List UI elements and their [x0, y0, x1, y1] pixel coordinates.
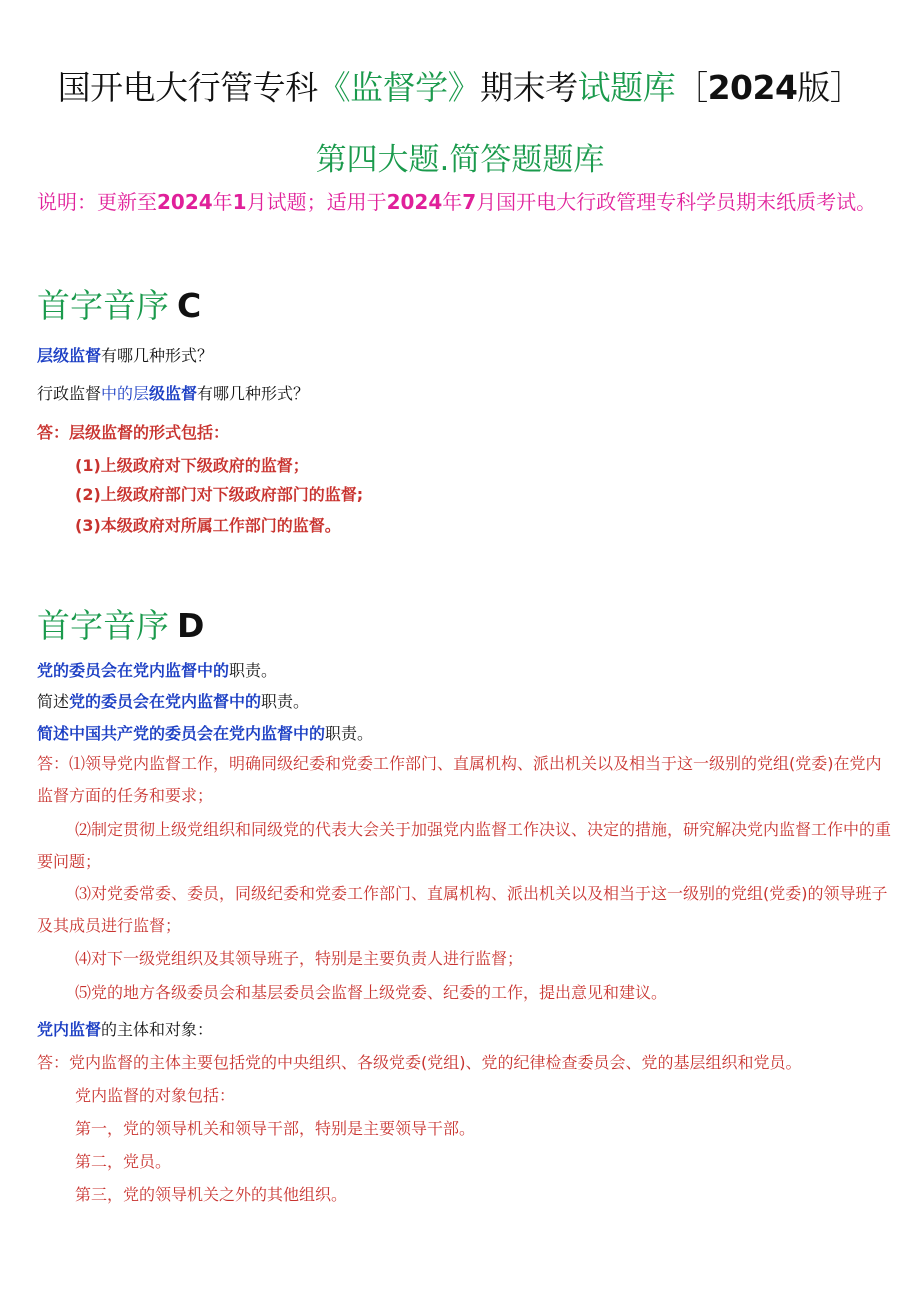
answer-d-object-item: 第三，党的领导机关之外的其他组织。	[75, 1185, 348, 1204]
answer-d-item: ⑶对党委常委、委员，同级纪委和党委工作部门、直属机构、派出机关以及相当于这一级别的党组(党委)的领导班子及其成员进行监督；	[37, 884, 888, 935]
answer-d-subject: 答：党内监督的主体主要包括党的中央组织、各级党委(党组)、党的纪律检查委员会、党的基层组织和党员。	[37, 1053, 802, 1072]
answer-d-item: 答：⑴领导党内监督工作，明确同级纪委和党委工作部门、直属机构、派出机关以及相当于这一级别的党组(党委)在党内监督方面的任务和要求；	[37, 754, 882, 805]
description-note: 说明：更新至2024年1月试题；适用于2024年7月国开电大行政管理专科学员期末纸质考试。	[37, 190, 877, 214]
answer-d-object-head: 党内监督的对象包括：	[75, 1086, 236, 1105]
question-d4: 党内监督的主体和对象：	[37, 1020, 214, 1039]
answer-d-item: ⑸党的地方各级委员会和基层委员会监督上级党委、纪委的工作，提出意见和建议。	[75, 983, 668, 1002]
answer-d-item: ⑷对下一级党组织及其领导班子，特别是主要负责人进行监督；	[75, 949, 524, 968]
answer-c-head: 答：层级监督的形式包括：	[37, 423, 230, 442]
section-heading-d: 首字音序 D	[37, 606, 205, 645]
page-subtitle: 第四大题.简答题题库	[315, 142, 605, 178]
question-d3: 简述中国共产党的委员会在党内监督中的职责。	[37, 724, 374, 743]
section-heading-c: 首字音序 C	[37, 286, 202, 325]
answer-d-item: ⑵制定贯彻上级党组织和同级党的代表大会关于加强党内监督工作决议、决定的措施，研究解决党内监督工作中的重要问题；	[37, 820, 892, 871]
answer-d-object-item: 第二，党员。	[75, 1152, 172, 1171]
page-title: 国开电大行管专科《监督学》期末考试题库［2024版］	[57, 68, 863, 107]
answer-c-item: (1)上级政府对下级政府的监督；	[75, 456, 309, 475]
question-c1: 层级监督有哪几种形式？	[37, 346, 214, 365]
answer-c-item: (2)上级政府部门对下级政府部门的监督;	[75, 485, 364, 504]
question-d2: 简述党的委员会在党内监督中的职责。	[37, 692, 310, 711]
answer-d-object-item: 第一，党的领导机关和领导干部，特别是主要领导干部。	[75, 1119, 476, 1138]
question-d1: 党的委员会在党内监督中的职责。	[37, 661, 278, 680]
answer-c-item: (3)本级政府对所属工作部门的监督。	[75, 516, 341, 535]
question-c2: 行政监督中的层级监督有哪几种形式？	[37, 384, 310, 403]
